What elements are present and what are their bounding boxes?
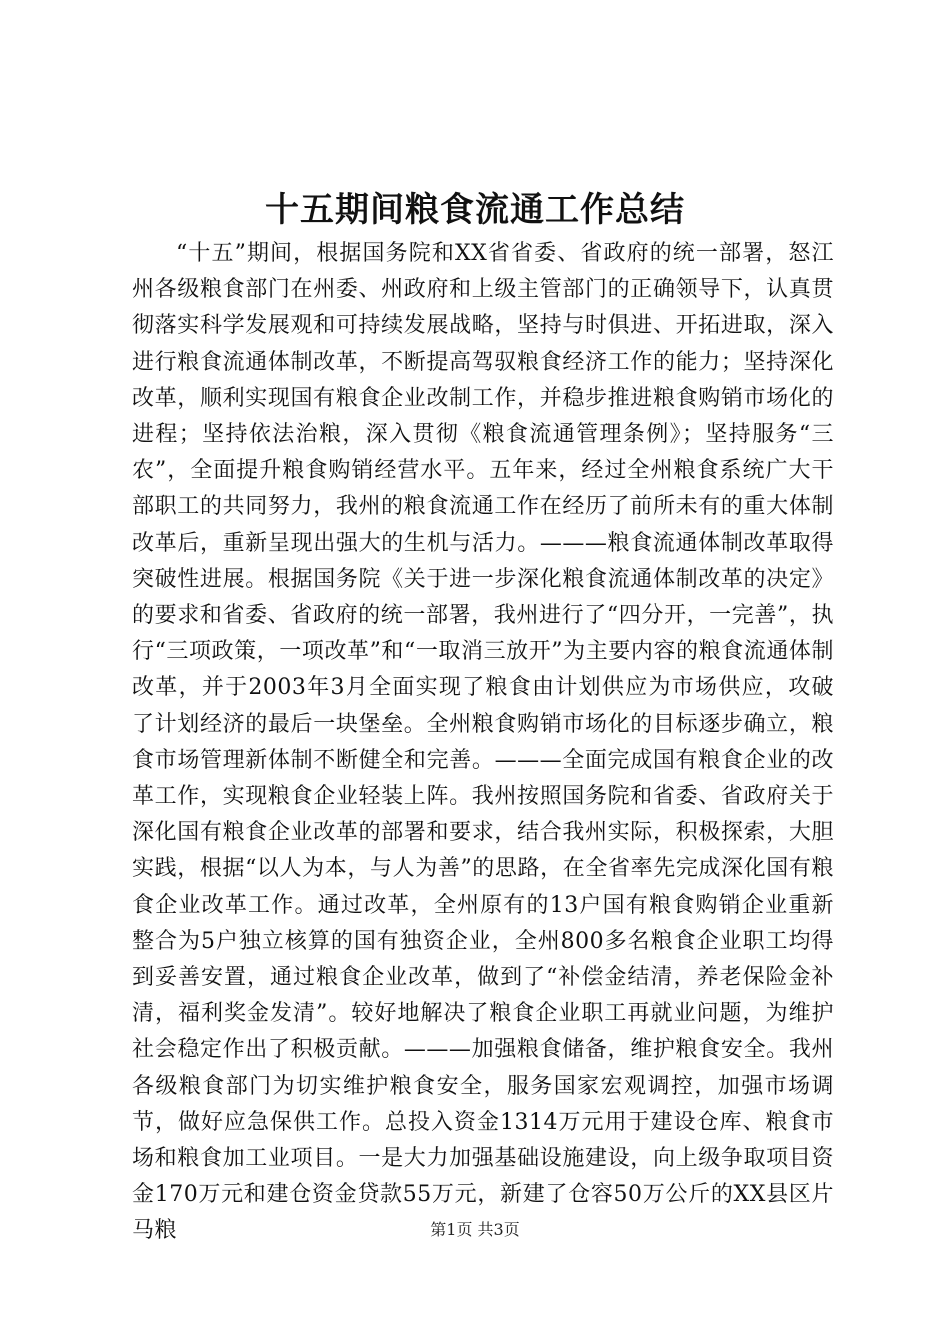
document-body-paragraph: “十五”期间，根据国务院和XX省省委、省政府的统一部署，怒江州各级粮食部门在州委、州政府和上级主管部门的正确领导下，认真贯彻落实科学发展观和可持续发展战略，坚持与时俱进、开拓进取，深入进行粮食流通体制改革，不断提高驾驭粮食经济工作的能力；坚持深化改革，顺利实现国有粮食企业改制工作，并稳步推进粮食购销市场化的进程；坚持依法治粮，深入贯彻《粮食流通管理条例》；坚持服务“三农”，全面提升粮食购销经营水平。五年来，经过全州粮食系统广大干部职工的共同努力，我州的粮食流通工作在经历了前所未有的重大体制改革后，重新呈现出强大的生机与活力。———粮食流通体制改革取得突破性进展。根据国务院《关于进一步深化粮食流通体制改革的决定》的要求和省委、省政府的统一部署，我州进行了“四分开，一完善”，执行“三项政策，一项改革”和“一取消三放开”为主要内容的粮食流通体制改革，并于2003年3月全面实现了粮食由计划供应为市场供应，攻破了计划经济的最后一块堡垒。全州粮食购销市场化的目标逐步确立，粮食市场管理新体制不断健全和完善。———全面完成国有粮食企业的改革工作，实现粮食企业轻装上阵。我州按照国务院和省委、省政府关于深化国有粮食企业改革的部署和要求，结合我州实际，积极探索，大胆实践，根据“以人为本，与人为善”的思路，在全省率先完成深化国有粮食企业改革工作。通过改革，全州原有的13户国有粮食购销企业重新整合为5户独立核算的国有独资企业，全州800多名粮食企业职工均得到妥善安置，通过粮食企业改革，做到了“补偿金结清，养老保险金补清，福利奖金发清”。较好地解决了粮食企业职工再就业问题，为维护社会稳定作出了积极贡献。———加强粮食储备，维护粮食安全。我州各级粮食部门为切实维护粮食安全，服务国家宏观调控，加强市场调节，做好应急保供工作。总投入资金1314万元用于建设仓库、粮食市场和粮食加工业项目。一是大力加强基础设施建设，向上级争取项目资金170万元和建仓资金贷款55万元，新建了仓容50万公斤的XX县区片马粮 [132, 241, 834, 1244]
page-number-footer: 第1页 共3页 [430, 1220, 520, 1239]
document-title: 十五期间粮食流通工作总结 [265, 190, 685, 230]
